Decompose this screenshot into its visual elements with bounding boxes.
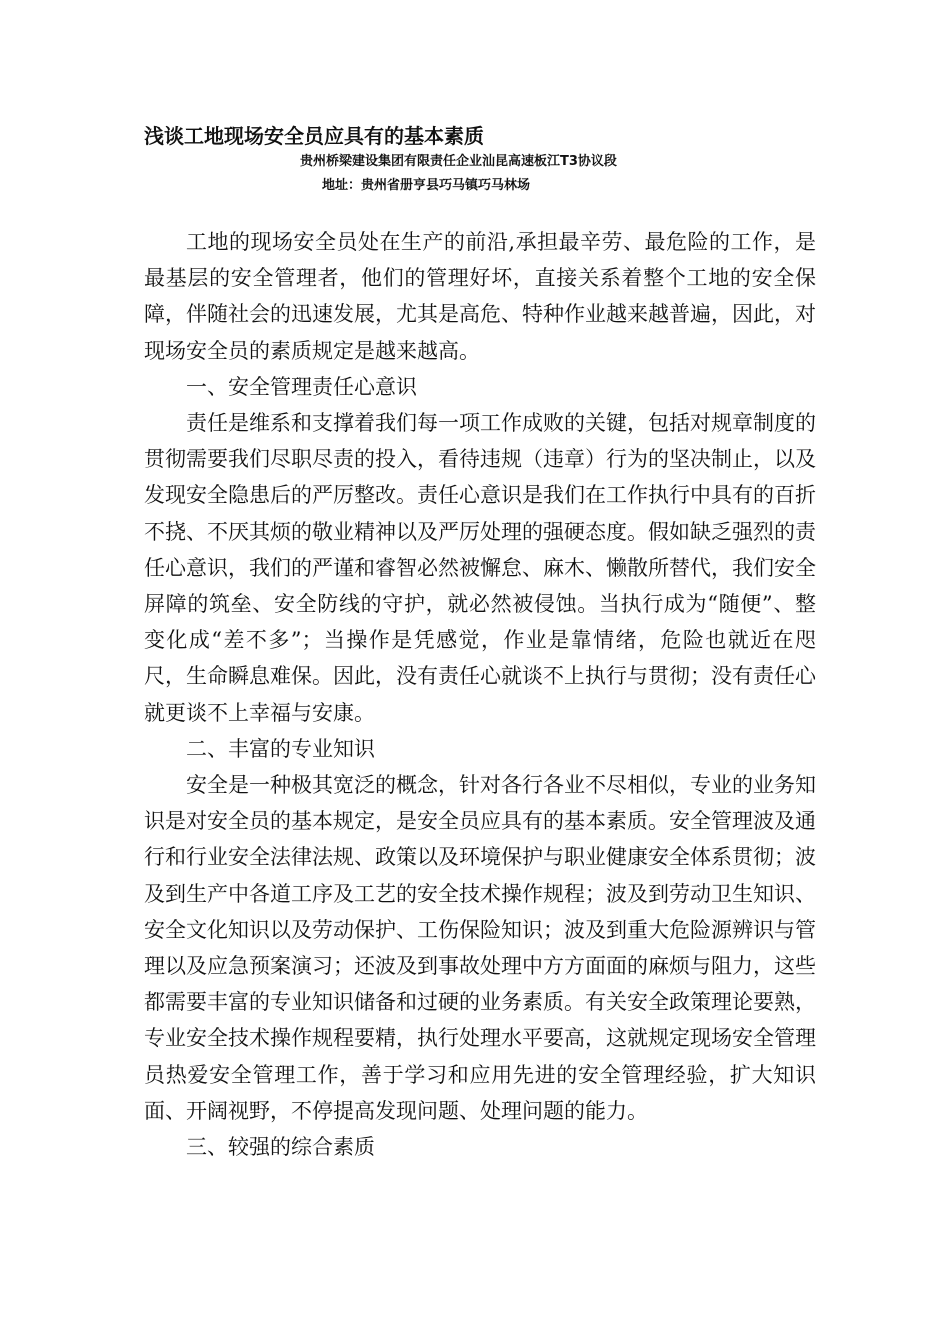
section-heading-3: 三、较强的综合素质 [186, 1135, 375, 1160]
section-heading-1: 一、安全管理责任心意识 [186, 374, 417, 399]
paragraph-section-2: 安全是一种极其宽泛的概念，针对各行各业不尽相似，专业的业务知识是对安全员的基本规定，是安全员应具有的基本素质。安全管理波及通行和行业安全法律法规、政策以及环境保护与职业健康安全体系贯彻；波及到生产中各道工序及工艺的安全技术操作规程；波及到劳动卫生知识、安全文化知识以及劳动保护、工伤保险知识；波及到重大危险源辨识与管理以及应急预案演习；还波及到事故处理中方方面面的麻烦与阻力，这些都需要丰富的专业知识储备和过硬的业务素质。有关安全政策理论要熟，专业安全技术操作规程要精，执行处理水平要高，这就规定现场安全管理员热爱安全管理工作，善于学习和应用先进的安全管理经验，扩大知识面、开阔视野，不停提高发现问题、处理问题的能力。 [144, 773, 816, 1123]
section-heading-2: 二、丰富的专业知识 [186, 736, 375, 761]
author-line: 贵州桥梁建设集团有限责任企业汕昆高速板江T3协议段 [300, 154, 617, 169]
document-title: 浅谈工地现场安全员应具有的基本素质 [144, 124, 484, 148]
paragraph-intro: 工地的现场安全员处在生产的前沿,承担最辛劳、最危险的工作，是最基层的安全管理者，他们的管理好坏，直接关系着整个工地的安全保障，伴随社会的迅速发展，尤其是高危、特种作业越来越普遍，因此，对现场安全员的素质规定是越来越高。 [144, 230, 816, 363]
address-line: 地址：贵州省册亨县巧马镇巧马林场 [322, 178, 531, 193]
document-body [144, 224, 816, 1165]
paragraph-section-1: 责任是维系和支撑着我们每一项工作成败的关键，包括对规章制度的贯彻需要我们尽职尽责的投入，看待违规（违章）行为的坚决制止，以及发现安全隐患后的严厉整改。责任心意识是我们在工作执行中具有的百折不挠、不厌其烦的敬业精神以及严厉处理的强硬态度。假如缺乏强烈的责任心意识，我们的严谨和睿智必然被懈怠、麻木、懒散所替代，我们安全屏障的筑垒、安全防线的守护，就必然被侵蚀。当执行成为“随便”、整变化成“差不多”；当操作是凭感觉，作业是靠情绪，危险也就近在咫尺，生命瞬息难保。因此，没有责任心就谈不上执行与贯彻；没有责任心就更谈不上幸福与安康。 [144, 411, 816, 725]
